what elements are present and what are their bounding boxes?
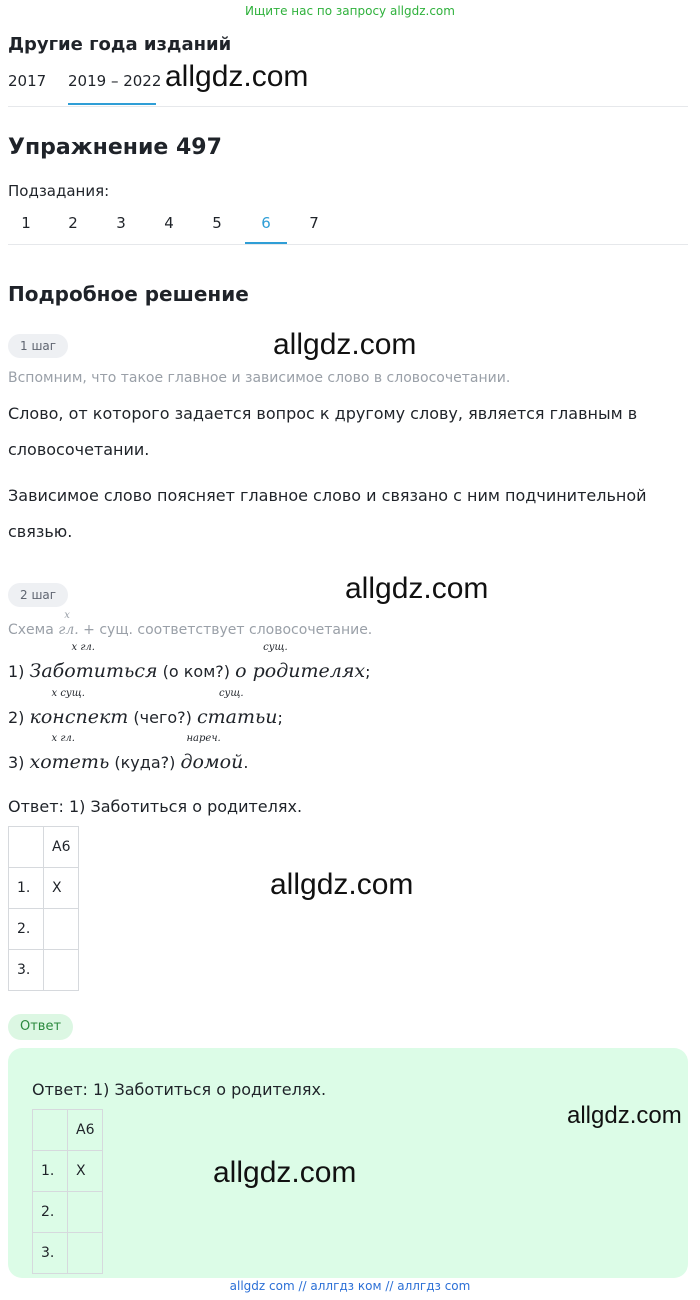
word-mark: x сущ. xyxy=(51,688,85,699)
line-number: 2) xyxy=(8,708,30,727)
table-cell: 3. xyxy=(33,1233,68,1274)
subtask-tab-4[interactable]: 4 xyxy=(164,214,174,232)
answer-table xyxy=(32,1109,103,1274)
step-1-paragraph-2: Зависимое слово поясняет главное слово и связано с ним подчинительной связью. xyxy=(8,486,647,541)
table-row xyxy=(9,868,79,909)
table-cell: X xyxy=(68,1151,103,1192)
divider xyxy=(8,106,688,107)
top-note: Ищите нас по запросу allgdz.com xyxy=(245,4,455,18)
step-1-badge: 1 шаг xyxy=(8,334,68,358)
table-row xyxy=(33,1151,103,1192)
table-cell: 2. xyxy=(33,1192,68,1233)
subtask-tab-7[interactable]: 7 xyxy=(309,214,319,232)
example-line-3 xyxy=(8,733,249,773)
watermark: allgdz.com xyxy=(273,328,417,361)
main-word: хотеть xyxy=(29,751,110,773)
line-end: ; xyxy=(277,708,283,727)
step-1-hint: Вспомним, что такое главное и зависимое слово в словосочетании. xyxy=(8,370,511,386)
step-2-table xyxy=(8,826,79,991)
example-line-2 xyxy=(8,688,283,728)
question: (куда?) xyxy=(109,753,181,772)
table-row xyxy=(9,950,79,991)
subtasks-label: Подзадания: xyxy=(8,182,110,200)
table-row xyxy=(9,909,79,950)
solution-title: Подробное решение xyxy=(8,282,249,306)
divider xyxy=(8,244,688,245)
exercise-title: Упражнение 497 xyxy=(8,135,222,160)
word-mark: x гл. xyxy=(71,642,95,653)
answer-text: Ответ: 1) Заботиться о родителях. xyxy=(32,1080,327,1099)
table-cell xyxy=(9,827,44,868)
dependent-word: домой xyxy=(180,751,244,773)
question: (о ком?) xyxy=(157,662,236,681)
line-end: ; xyxy=(365,662,371,681)
line-end: . xyxy=(243,753,249,772)
step-2-hint-suffix: + сущ. соответствует словосочетание. xyxy=(78,622,373,638)
table-header-cell: А6 xyxy=(44,827,79,868)
edition-tab-2017[interactable]: 2017 xyxy=(8,72,47,90)
subtask-tab-6[interactable]: 6 xyxy=(261,214,271,232)
subtask-tab-1[interactable]: 1 xyxy=(21,214,31,232)
watermark: allgdz.com xyxy=(213,1156,357,1189)
line-number: 3) xyxy=(8,753,30,772)
table-header-row xyxy=(33,1110,103,1151)
watermark: allgdz.com xyxy=(567,1102,682,1129)
table-cell xyxy=(44,909,79,950)
dependent-word: о родителях xyxy=(235,660,366,682)
step-2-answer: Ответ: 1) Заботиться о родителях. xyxy=(8,797,303,816)
table-cell: 3. xyxy=(9,950,44,991)
table-cell xyxy=(68,1233,103,1274)
table-header-row xyxy=(9,827,79,868)
step-2-badge: 2 шаг xyxy=(8,583,68,607)
subtask-tab-5[interactable]: 5 xyxy=(212,214,222,232)
footer-links[interactable]: allgdz com // аллгдз ком // аллгдз com xyxy=(229,1279,471,1293)
subtask-tab-3[interactable]: 3 xyxy=(116,214,126,232)
question: (чего?) xyxy=(128,708,197,727)
table-cell xyxy=(44,950,79,991)
word-mark: нареч. xyxy=(186,733,221,744)
main-word: Заботиться xyxy=(29,660,158,682)
word-mark: x гл. xyxy=(51,733,75,744)
table-cell: X xyxy=(44,868,79,909)
step-1-paragraph-1: Слово, от которого задается вопрос к другому слову, является главным в словосочетании. xyxy=(8,404,638,459)
table-cell: 1. xyxy=(9,868,44,909)
table-cell xyxy=(68,1192,103,1233)
edition-tab-2019-2022[interactable]: 2019 – 2022 xyxy=(68,72,162,90)
line-number: 1) xyxy=(8,662,30,681)
table-cell xyxy=(33,1110,68,1151)
step-2-hint xyxy=(8,610,373,638)
editions-title: Другие года изданий xyxy=(8,34,232,55)
dependent-word: статьи xyxy=(196,706,278,728)
step-2-hint-prefix: Схема xyxy=(8,622,59,638)
watermark: allgdz.com xyxy=(165,60,309,93)
subtask-tab-2[interactable]: 2 xyxy=(68,214,78,232)
table-cell: 2. xyxy=(9,909,44,950)
table-row xyxy=(33,1233,103,1274)
watermark: allgdz.com xyxy=(345,572,489,605)
hint-gl: гл. xyxy=(58,622,79,638)
edition-tab-active-indicator xyxy=(68,103,156,105)
watermark: allgdz.com xyxy=(270,868,414,901)
word-mark: сущ. xyxy=(263,642,288,653)
table-cell: 1. xyxy=(33,1151,68,1192)
example-line-1 xyxy=(8,642,371,682)
main-word: конспект xyxy=(29,706,129,728)
answer-badge: Ответ xyxy=(8,1014,73,1040)
table-row xyxy=(33,1192,103,1233)
word-mark: сущ. xyxy=(218,688,244,699)
hint-x-mark: x xyxy=(64,610,70,621)
table-header-cell: А6 xyxy=(68,1110,103,1151)
